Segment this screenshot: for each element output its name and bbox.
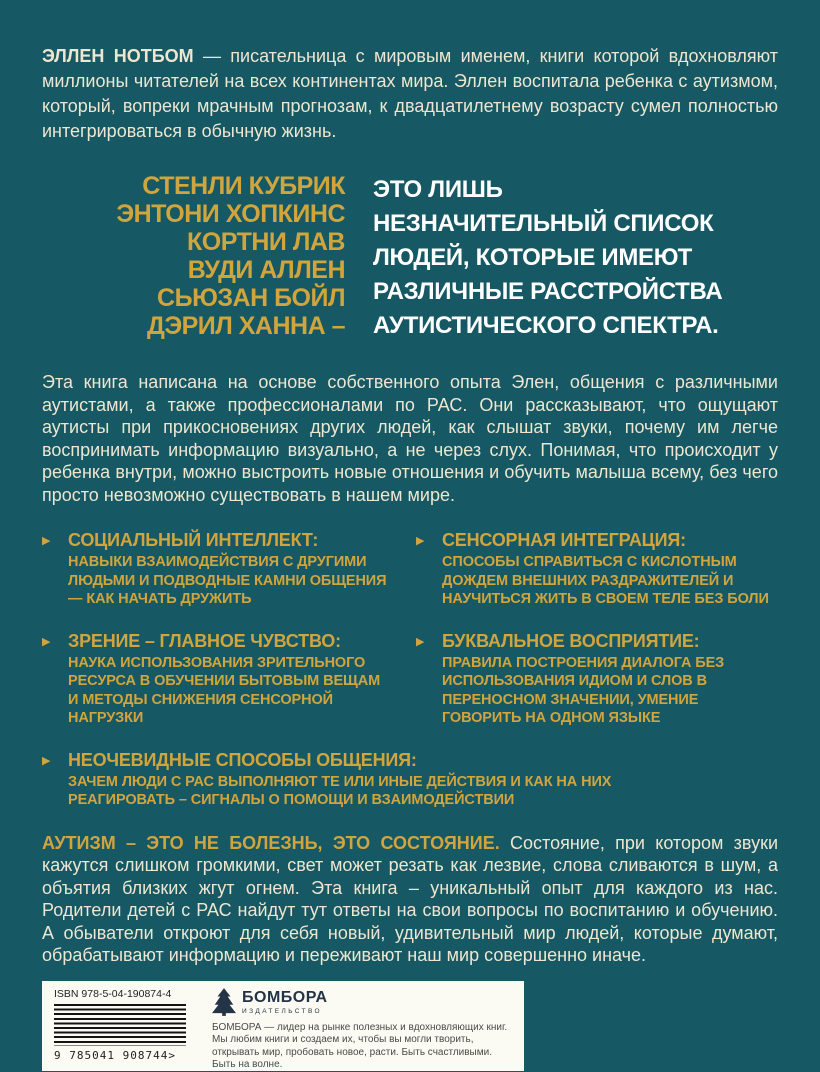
isbn-text: ISBN 978-5-04-190874-4 (54, 987, 172, 1000)
publisher-description: БОМБОРА — лидер на рынке полезных и вдохновляющих книг. Мы любим книги и создаем их, чтобы вы могли творить, открывать мир, пробовать новое, расти. Быть счастливыми. Быть на волне. (212, 1021, 508, 1070)
publisher-block (204, 988, 514, 1070)
closing-lead: АУТИЗМ – ЭТО НЕ БОЛЕЗНЬ, ЭТО СОСТОЯНИЕ. (42, 832, 500, 853)
feature-body (68, 530, 394, 609)
celebrity-name: СТЕНЛИ КУБРИК (142, 172, 345, 200)
fir-tree-icon (212, 988, 236, 1016)
bullet-triangle-icon: ▶ (42, 635, 51, 648)
feature-title: БУКВАЛЬНОЕ ВОСПРИЯТИЕ: (442, 630, 700, 651)
feature-description: НАУКА ИСПОЛЬЗОВАНИЯ ЗРИТЕЛЬНОГО РЕСУРСА В ОБУЧЕНИИ БЫТОВЫМ ВЕЩАМ И МЕТОДЫ СНИЖЕНИЯ СЕНСОРНОЙ НАГРУЗКИ (68, 654, 381, 726)
caption-line: АУТИСТИЧЕСКОГО СПЕКТРА. (373, 312, 719, 339)
closing-text: Состояние, при котором звуки кажутся слишком громкими, свет может резать как лезвие, слова сливаются в шум, а объятия близких жгут огнем. Эта книга – уникальный опыт для каждого из нас. Родители детей с РАС найдут тут ответы на свои вопросы по воспитанию и обучению. А обыватели откроют для себя новый, удивительный мир людей, которые думают, обрабатывают информацию и переживают наш мир совершенно иначе. (42, 832, 779, 965)
feature-body (68, 750, 612, 810)
feature-item-social-intellect (42, 530, 394, 609)
publisher-name-block (242, 989, 328, 1015)
book-summary-paragraph: Эта книга написана на основе собственного опыта Элен, общения с различными аутистами, а также профессионалами по РАС. Они рассказывают, что ощущают аутисты при прикосновениях других людей, как слышат звуки, почему им легче воспринимать информацию визуально, а не через слух. Понимая, что происходит у ребенка внутри, можно выстроить новые отношения и обучить малыша всему, без чего просто невозможно существовать в нашем мире. (42, 372, 778, 505)
publisher-footer (42, 981, 524, 1071)
feature-description: СПОСОБЫ СПРАВИТЬСЯ С КИСЛОТНЫМ ДОЖДЕМ ВНЕШНИХ РАЗДРАЖИТЕЛЕЙ И НАУЧИТЬСЯ ЖИТЬ В СВОЕМ ТЕЛЕ БЕЗ БОЛИ (442, 554, 769, 607)
feature-item-literal-perception (416, 631, 778, 728)
closing-paragraph (42, 832, 778, 967)
publisher-name: БОМБОРА (242, 988, 328, 1006)
feature-title: СОЦИАЛЬНЫЙ ИНТЕЛЛЕКТ: (68, 530, 319, 550)
feature-body (442, 631, 778, 728)
feature-body (68, 631, 394, 728)
feature-description: ЗАЧЕМ ЛЮДИ С РАС ВЫПОЛНЯЮТ ТЕ ИЛИ ИНЫЕ ДЕЙСТВИЯ И КАК НА НИХ РЕАГИРОВАТЬ – СИГНАЛЫ О ПОМОЩИ И ВЗАИМОДЕЙСТВИИ (68, 773, 612, 808)
author-name: ЭЛЛЕН НОТБОМ (42, 46, 194, 66)
feature-list (42, 530, 778, 728)
celebrity-name: КОРТНИ ЛАВ (187, 228, 345, 256)
caption-line: НЕЗНАЧИТЕЛЬНЫЙ СПИСОК (373, 210, 714, 237)
celebrity-name: ВУДИ АЛЛЕН (187, 256, 345, 284)
celebrity-name: СЬЮЗАН БОЙЛ (157, 284, 345, 312)
caption-line: ЛЮДЕЙ, КОТОРЫЕ ИМЕЮТ (373, 244, 692, 271)
bullet-triangle-icon: ▶ (416, 635, 425, 648)
feature-item-vision (42, 631, 394, 728)
feature-title: НЕОЧЕВИДНЫЕ СПОСОБЫ ОБЩЕНИЯ: (68, 749, 417, 770)
feature-item-communication-ways (42, 750, 612, 810)
celebrity-names-list (42, 172, 345, 343)
feature-title: ЗРЕНИЕ – ГЛАВНОЕ ЧУВСТВО: (68, 630, 341, 651)
publisher-logo (212, 988, 514, 1016)
celebrities-caption (373, 172, 722, 343)
celebrity-name: ЭНТОНИ ХОПКИНС (116, 200, 345, 228)
caption-line: ЭТО ЛИШЬ (373, 176, 503, 203)
celebrity-name: ДЭРИЛ ХАННА – (147, 312, 345, 340)
author-intro (42, 44, 778, 144)
author-intro-text: — писательница с мировым именем, книги которой вдохновляют миллионы читателей на всех континентах мира. Эллен воспитала ребенка с аутизмом, который, вопреки мрачным прогнозам, к двадцатилетнему возрасту сумел полностью интегрироваться в обычную жизнь. (42, 46, 778, 141)
feature-item-sensory-integration (416, 530, 778, 609)
barcode-number: 9 785041 908744> (54, 1048, 176, 1062)
celebrities-section (42, 172, 778, 343)
feature-title: СЕНСОРНАЯ ИНТЕГРАЦИЯ: (442, 530, 686, 550)
barcode-block (54, 988, 204, 1065)
bullet-triangle-icon: ▶ (42, 535, 51, 547)
bullet-triangle-icon: ▶ (416, 535, 425, 547)
feature-description: НАВЫКИ ВЗАИМОДЕЙСТВИЯ С ДРУГИМИ ЛЮДЬМИ И ПОДВОДНЫЕ КАМНИ ОБЩЕНИЯ — КАК НАЧАТЬ ДРУЖИТЬ (68, 554, 387, 607)
publisher-tagline: ИЗДАТЕЛЬСТВО (242, 1007, 322, 1015)
barcode (54, 1004, 186, 1046)
feature-description: ПРАВИЛА ПОСТРОЕНИЯ ДИАЛОГА БЕЗ ИСПОЛЬЗОВАНИЯ ИДИОМ И СЛОВ В ПЕРЕНОСНОМ ЗНАЧЕНИИ, УМЕНИЕ ГОВОРИТЬ НА ОДНОМ ЯЗЫКЕ (442, 654, 725, 726)
caption-line: РАЗЛИЧНЫЕ РАССТРОЙСТВА (373, 278, 723, 305)
feature-body (442, 530, 778, 609)
bullet-triangle-icon: ▶ (42, 754, 51, 767)
